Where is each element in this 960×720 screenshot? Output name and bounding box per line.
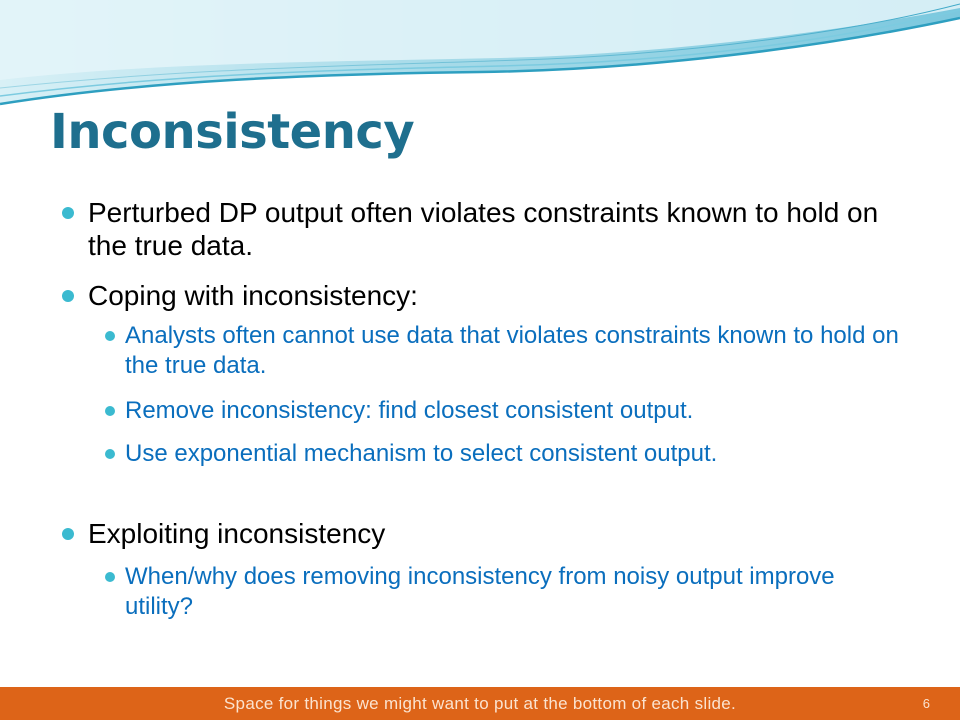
sub-bullet-item [125, 439, 905, 469]
bullet-dot-icon [105, 331, 115, 341]
bullet-text: Exploiting inconsistency [88, 518, 386, 549]
bullet-dot-icon [105, 572, 115, 582]
slide-number: 6 [922, 696, 930, 711]
sub-bullet-text: Analysts often cannot use data that violates constraints known to hold on the true data. [125, 322, 899, 379]
sub-bullet-item [125, 321, 905, 381]
bullet-dot-icon [105, 449, 115, 459]
bullet-dot-icon [62, 528, 74, 540]
bullet-dot-icon [62, 290, 74, 302]
bullet-text: Coping with inconsistency: [88, 280, 418, 311]
footer-text: Space for things we might want to put at the bottom of each slide. [223, 694, 737, 713]
bullet-item [88, 279, 908, 312]
bullet-item [88, 517, 908, 550]
footer-bar [0, 687, 960, 720]
bullet-dot-icon [105, 406, 115, 416]
slide-title: Inconsistency [50, 104, 415, 160]
bullet-item [88, 196, 908, 262]
sub-bullet-text: Use exponential mechanism to select consistent output. [125, 440, 718, 467]
sub-bullet-item [125, 396, 905, 426]
sub-bullet-item [125, 562, 905, 622]
sub-bullet-text: Remove inconsistency: find closest consistent output. [125, 397, 694, 424]
bullet-text: Perturbed DP output often violates constraints known to hold on the true data. [88, 197, 879, 261]
bullet-dot-icon [62, 207, 74, 219]
sub-bullet-text: When/why does removing inconsistency from noisy output improve utility? [125, 563, 835, 620]
